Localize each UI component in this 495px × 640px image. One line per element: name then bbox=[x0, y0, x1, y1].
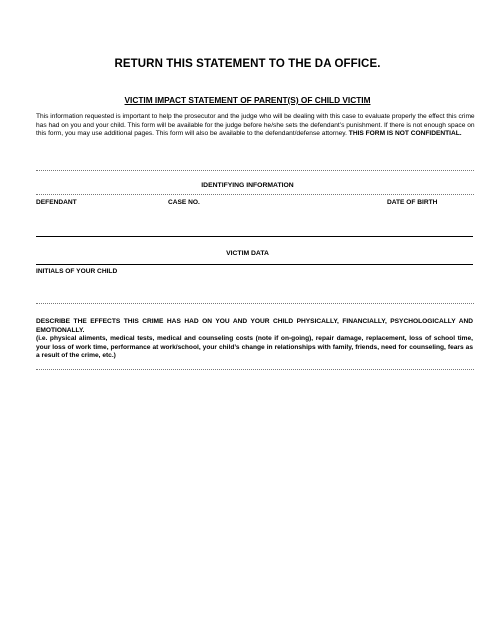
section-divider bbox=[36, 369, 474, 370]
section-divider bbox=[36, 303, 474, 304]
intro-paragraph bbox=[36, 113, 476, 139]
defendant-entry-line[interactable] bbox=[36, 236, 473, 237]
defendant-label: DEFENDANT bbox=[36, 199, 77, 206]
confidentiality-notice: THIS FORM IS NOT CONFIDENTIAL. bbox=[348, 130, 462, 138]
case-no-label: CASE NO. bbox=[168, 199, 200, 206]
page-title: RETURN THIS STATEMENT TO THE DA OFFICE. bbox=[114, 58, 381, 70]
section-divider bbox=[36, 170, 474, 171]
section-divider bbox=[36, 194, 474, 195]
identifying-information-heading: IDENTIFYING INFORMATION bbox=[201, 182, 294, 189]
form-subtitle: VICTIM IMPACT STATEMENT OF PARENT(S) OF CHILD VICTIM bbox=[124, 95, 371, 105]
victim-data-heading: VICTIM DATA bbox=[226, 250, 269, 257]
effects-prompt: DESCRIBE THE EFFECTS THIS CRIME HAS HAD ON YOU AND YOUR CHILD PHYSICALLY, FINANCIALLY, PSYCHOLOGICALLY AND EMOTIONALLY. bbox=[36, 318, 473, 334]
initials-of-child-label: INITIALS OF YOUR CHILD bbox=[36, 268, 118, 275]
intro-text: This information requested is important to help the prosecutor and the judge who will be dealing with this case to evaluate properly the effect this crime has had on you and your child. This form will be available for the judge before he/she sets the defendant’s punishment. If there is not enough space on this form, you may use additional pages. This form will also be available to the defendant/defense attorney. bbox=[36, 113, 475, 138]
effects-instructions bbox=[36, 318, 473, 361]
effects-response-area[interactable] bbox=[36, 373, 473, 623]
effects-examples: (i.e. physical aliments, medical tests, medical and counseling costs (note if on-going), repair damage, replacement, loss of school time, your loss of work time, performance at work/school, your child’s change in relationships with family, friends, need for counseling, fears as a result of the crime, etc.) bbox=[36, 335, 473, 360]
victim-entry-line[interactable] bbox=[36, 264, 473, 265]
date-of-birth-label: DATE OF BIRTH bbox=[387, 199, 438, 206]
